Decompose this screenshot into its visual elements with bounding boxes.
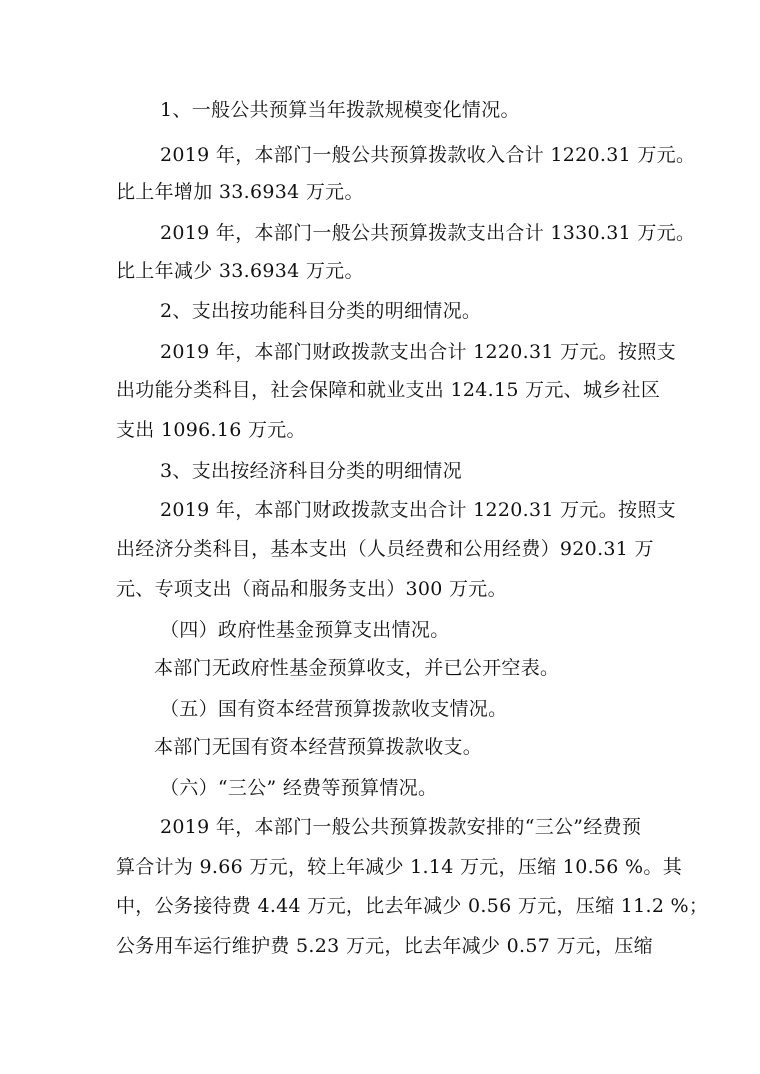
paragraph-line: 元、专项支出（商品和服务支出）300 万元。 <box>116 578 507 600</box>
paragraph-line: 比上年减少 33.6934 万元。 <box>116 260 364 282</box>
paragraph-line: 本部门无政府性基金预算收支，并已公开空表。 <box>154 657 560 679</box>
section-heading-6: （六）“三公” 经费等预算情况。 <box>160 777 438 799</box>
paragraph-line: 2019 年，本部门一般公共预算拨款支出合计 1330.31 万元。 <box>160 222 696 244</box>
paragraph-line: 算合计为 9.66 万元，较上年减少 1.14 万元，压缩 10.56 %。其 <box>116 856 682 878</box>
section-heading-1: 1、一般公共预算当年拨款规模变化情况。 <box>160 99 520 121</box>
paragraph-line: 2019 年，本部门一般公共预算拨款安排的“三公”经费预 <box>160 816 642 838</box>
paragraph-line: 比上年增加 33.6934 万元。 <box>116 181 364 203</box>
paragraph-line: 2019 年，本部门财政拨款支出合计 1220.31 万元。按照支 <box>160 341 676 363</box>
paragraph-line: 出功能分类科目，社会保障和就业支出 124.15 万元、城乡社区 <box>116 379 661 401</box>
paragraph-line: 2019 年，本部门一般公共预算拨款收入合计 1220.31 万元。 <box>160 144 696 166</box>
paragraph-line: 2019 年，本部门财政拨款支出合计 1220.31 万元。按照支 <box>160 499 676 521</box>
paragraph-line: 中，公务接待费 4.44 万元，比去年减少 0.56 万元，压缩 11.2 %； <box>116 895 709 917</box>
paragraph-line: 支出 1096.16 万元。 <box>116 419 306 441</box>
section-heading-3: 3、支出按经济科目分类的明细情况 <box>160 460 462 482</box>
section-heading-2: 2、支出按功能科目分类的明细情况。 <box>160 300 482 322</box>
paragraph-line: 出经济分类科目，基本支出（人员经费和公用经费）920.31 万 <box>116 538 654 560</box>
paragraph-line: 公务用车运行维护费 5.23 万元，比去年减少 0.57 万元，压缩 <box>116 935 653 957</box>
paragraph-line: 本部门无国有资本经营预算拨款收支。 <box>154 736 483 758</box>
section-heading-5: （五）国有资本经营预算拨款收支情况。 <box>160 698 508 720</box>
section-heading-4: （四）政府性基金预算支出情况。 <box>160 619 450 641</box>
